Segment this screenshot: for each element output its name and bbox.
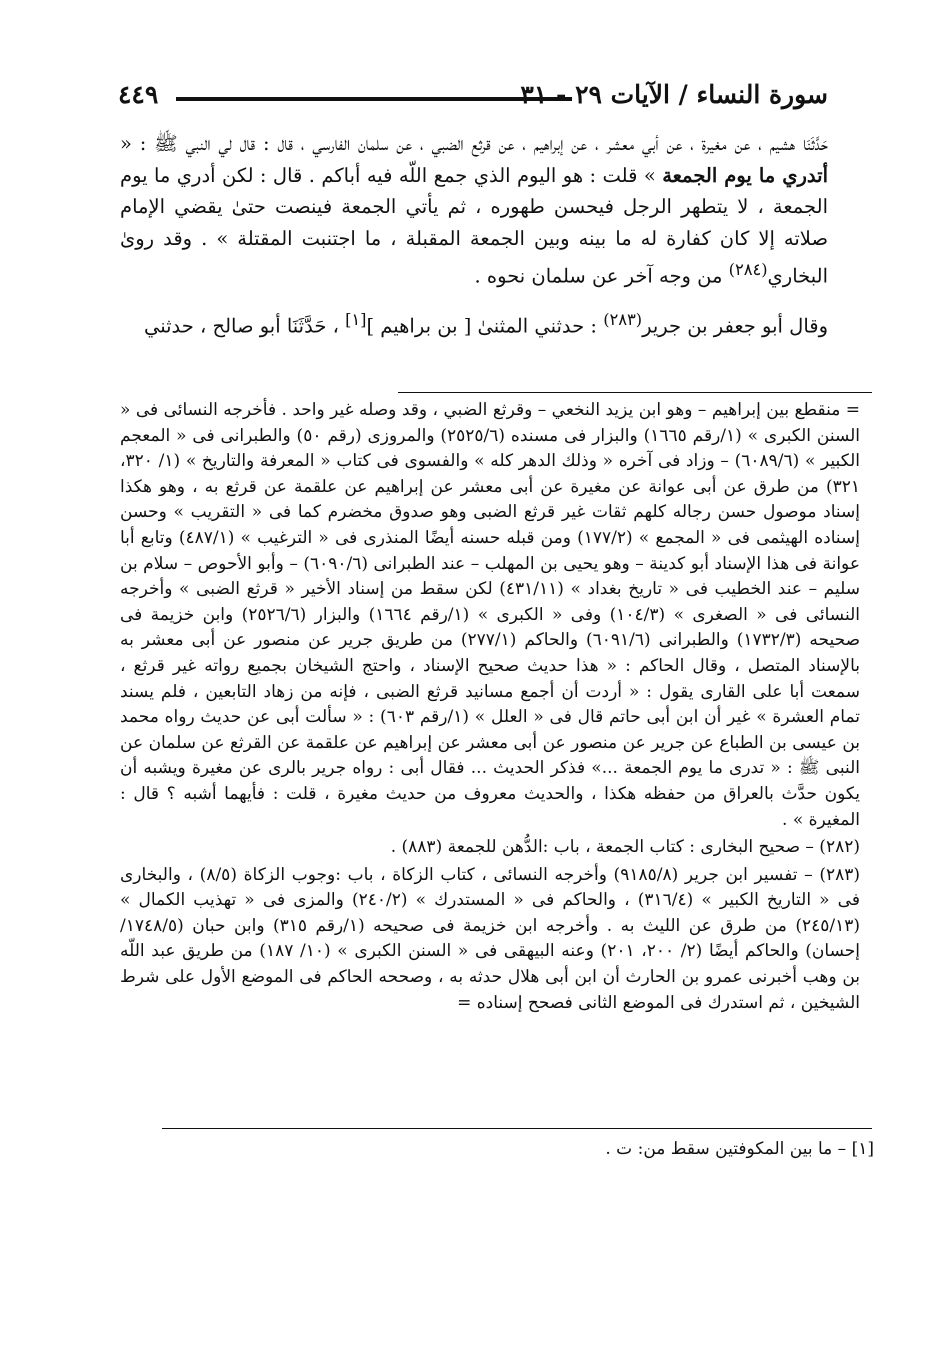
footnote-283: (٢٨٣) – تفسير ابن جرير (٩١٨٥/٨) وأخرجه النسائى ، كتاب الزكاة ، باب :وجوب الزكاة (٨/٥) ، والبخارى فى « التاريخ الكبير » (٣١٦/٤) ، والحاكم فى « المستدرك » (٢٤٠/٢) والمزى فى « تهذيب الكمال » (٢٤٥/١٣) من طرق عن الليث به . وأخرجه ابن خزيمة فى صحيحه (١/رقم ٣١٥) وابن حبان (١٧٤٨/٥/ إحسان) والحاكم أيضًا (٢/ ٢٠٠، ٢٠١) وعنه البيهقى فى « السنن الكبرى » (١٠/ ١٨٧) من طريق عبد اللّه بن وهب أخبرنى عمرو بن الحارث أن ابن أبى هلال حدثه به ، وصححه الحاكم فى الموضع الأول على شرط الشيخين ، ثم استدرك فى الموضع الثانى فصحح إسناده =: [120, 864, 861, 1013]
paragraph-text: » قلت : هو اليوم الذي جمع اللّه فيه أباكم . قال : لكن أدري ما يوم الجمعة ، لا يتطهر الرجل فيحسن طهوره ، ثم يأتي الجمعة فينصت حتىٰ يقضي الإمام صلاته إلا كان كفارة له ما بينه وبين الجمعة المقبلة ، ما اجتنبت المقتلة » . وقد رویٰ البخاري: [120, 163, 828, 288]
paragraph-hadith: [120, 128, 828, 292]
footnote-282: (٢٨٢) – صحيح البخارى : كتاب الجمعة ، باب :الدُّهن للجمعة (٨٨٣) .: [390, 837, 860, 858]
paragraph-text: : حدثني المثنیٰ [ بن براهيم ]: [366, 314, 604, 338]
paragraph-text: ، حَدَّثَنَا أبو صالح ، حدثني: [143, 314, 346, 338]
editor-note-separator: [162, 1128, 872, 1129]
footnotes: [120, 398, 860, 1018]
main-text: [120, 128, 828, 354]
footnote-continued: = منقطع بين إبراهيم – وهو ابن يزيد النخعي – وقرثع الضبي ، وقد وصله غير واحد . فأخرجه النسائى فى « السنن الكبرى » (١/رقم ١٦٦٥) والبزار فى مسنده (٢٥٢٥/٦) والمروزى (رقم ٥٠) والطبرانى فى « المعجم الكبير » (٦٠٨٩/٦) – وزاد فى آخره « وذلك الدهر كله » والفسوى فى كتاب « المعرفة والتاريخ » (١/ ٣٢٠، ٣٢١) من طرق عن أبى عوانة عن مغيرة عن أبى معشر عن إبراهيم عن علقمة عن قرثع به ، وهو هكذا إسناد موصول حسن رجاله كلهم ثقات غير قرثع الضبى وهو صدوق مخضرم كما فى « التقريب » وحسن إسناده الهيثمى فى « المجمع » (١٧٧/٢) ومن قبله حسنه أيضًا المنذرى فى « الترغيب » (٤٨٧/١) وتابع أبا عوانة فى هذا الإسناد أبو كدينة – وهو يحيى بن المهلب – عند الطبرانى (٦٠٩٠/٦) – وأبو الأحوص – سلام بن سليم – عند الخطيب فى « تاريخ بغداد » (٤٣١/١١) لكن سقط من إسناد الأخير « قرثع الضبى » وأخرجه النسائى فى « الصغرى » (١٠٤/٣) وفى « الكبرى » (١/رقم ١٦٦٤) والبزار (٢٥٢٦/٦) وابن خزيمة فى صحيحه (١٧٣٢/٣) والطبرانى (٦٠٩١/٦) والحاكم (٢٧٧/١) من طريق جرير عن منصور عن أبى معشر به بالإسناد المتصل ، وقال الحاكم : « هذا حديث صحيح الإسناد ، واحتج الشيخان بجميع رواته غير قرثع ، سمعت أبا على القارى يقول : « أردت أن أجمع مسانيد قرثع الضبى ، فإنه من زهاد التابعين ، فلم يسند تمام العشرة » غير أن ابن أبى حاتم قال فى « العلل » (١/رقم ٦٠٣) : « سألت أبى عن حديث رواه محمد بن عيسى بن الطباع عن جرير عن منصور عن أبى معشر عن إبراهيم عن علقمة عن القرثع عن سلمان عن النبى ﷺ : « تدرى ما يوم الجمعة ...» فذكر الحديث ... فقال أبى : رواه جرير بالرى عن مغيرة ويشبه أن يكون حدَّث بالعراق من حفظه هكذا ، والحديث معروف من حديث مغيرة ، قلت : فأيهما أشبه ؟ قال : المغيرة » .: [120, 400, 861, 830]
page-number: ٤٤٩: [118, 80, 159, 109]
paragraph-text: وقال أبو جعفر بن جرير: [642, 314, 828, 338]
editor-note: [١] – ما بين المكوفتين سقط من: ت .: [605, 1139, 874, 1159]
paragraph-isnad: [120, 304, 828, 342]
footnote-separator: [398, 392, 872, 393]
footnote-ref-284: (٢٨٤): [728, 260, 768, 279]
page-header: [118, 80, 828, 120]
footnote-ref-283: (٢٨٣): [603, 310, 643, 329]
paragraph-text: حَدَّثَنَا هشيم ، عن مغيرة ، عن أبي معشر ، عن إبراهيم ، عن قرثع الضبي ، عن سلمان الفارسي ، قال : قال لي النبي ﷺ : «: [120, 132, 828, 155]
quoted-question: أتدري ما يوم الجمعة: [662, 163, 828, 187]
editor-note-ref: [١]: [345, 310, 367, 329]
header-rule: [176, 97, 572, 101]
paragraph-text: من وجه آخر عن سلمان نحوه .: [474, 264, 729, 288]
running-head: سورة النساء / الآيات ٢٩ - ٣١: [520, 80, 828, 109]
